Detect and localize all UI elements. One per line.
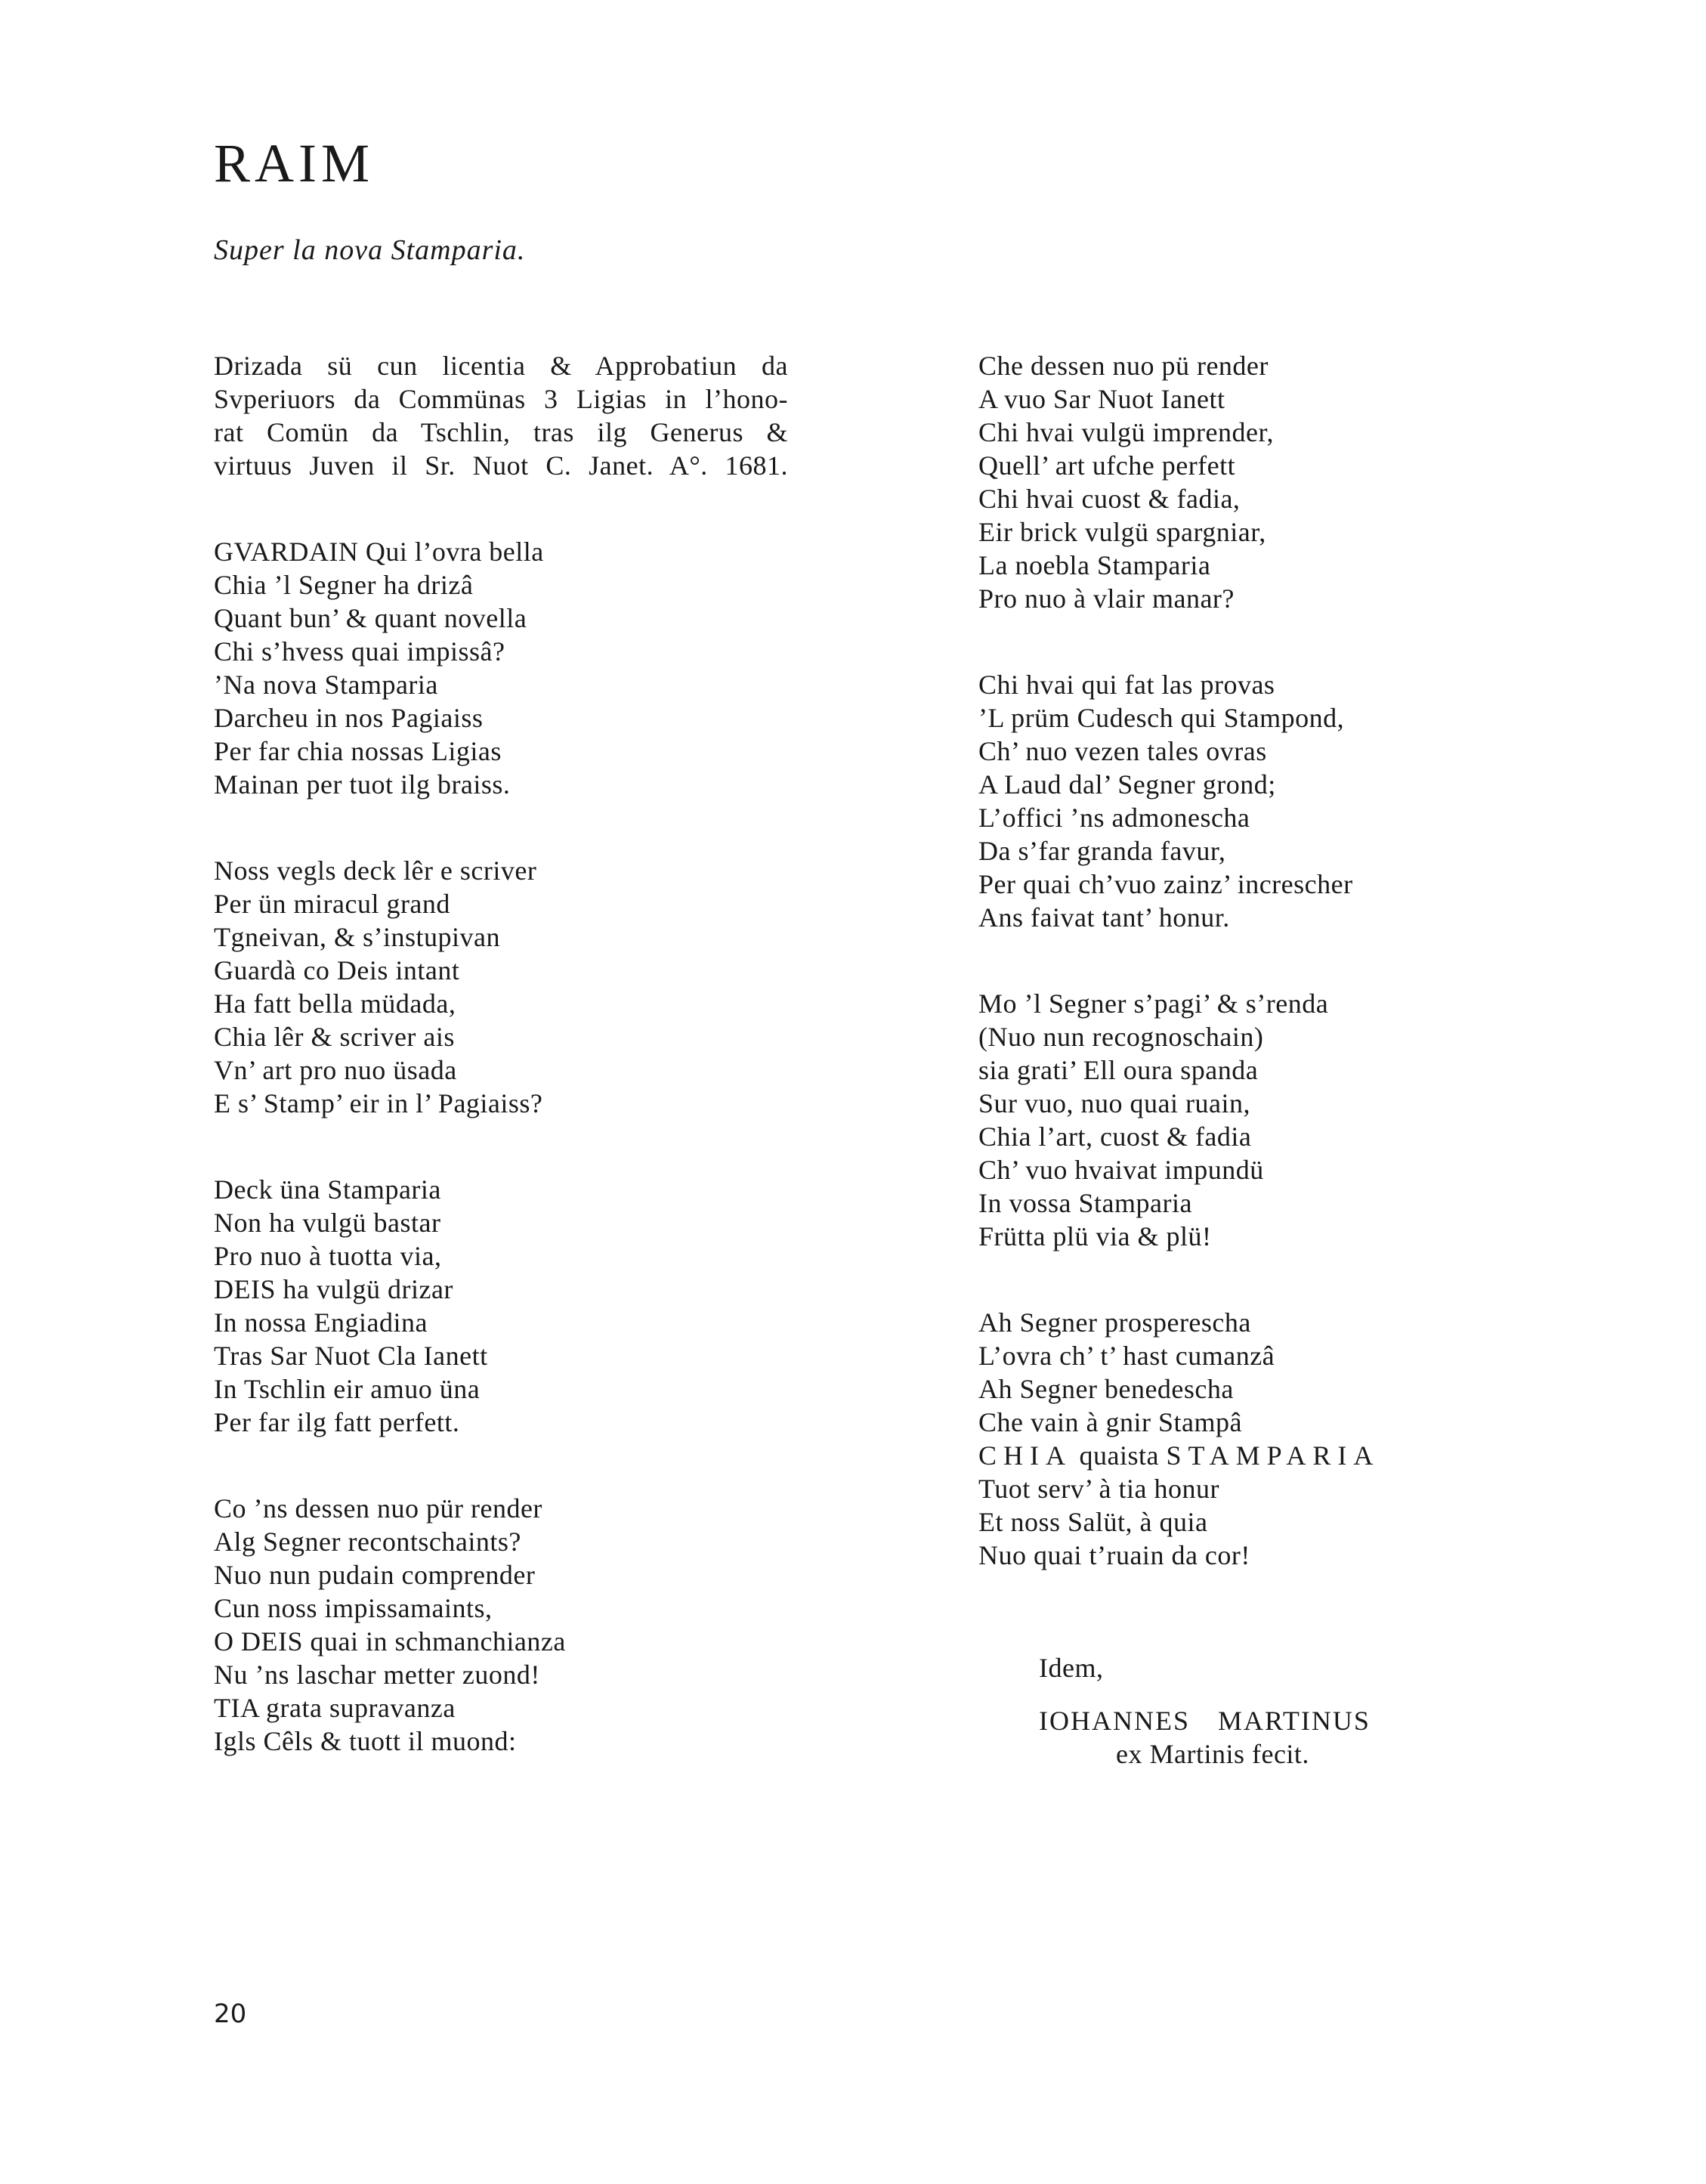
verse-line: ’L prüm Cudesch qui Stampond, [978, 703, 1345, 733]
verse-line: GVARDAIN Qui l’ovra bella [214, 537, 544, 567]
verse-line: In Tschlin eir amuo üna [214, 1374, 481, 1404]
right-column [978, 349, 1568, 1572]
verse-line: Da s’far granda favur, [978, 836, 1226, 866]
signature-block [1039, 1651, 1371, 1771]
verse-line: Quell’ art ufche perfett [978, 450, 1236, 481]
verse-line: Ah Segner benedescha [978, 1374, 1234, 1404]
intro-paragraph [214, 349, 788, 482]
verse-line: Quant bun’ & quant novella [214, 603, 527, 633]
verse-line: Nu ’ns laschar metter zuond! [214, 1660, 540, 1690]
stanza-right-4 [978, 1306, 1568, 1572]
verse-line: Eir brick vulgü spargniar, [978, 517, 1266, 547]
verse-line: Tuot serv’ à tia honur [978, 1474, 1219, 1504]
verse-line: CHIA quaista STAMPARIA [978, 1440, 1380, 1471]
verse-line: Per far chia nossas Ligias [214, 736, 502, 766]
verse-line: Sur vuo, nuo quai ruain, [978, 1088, 1250, 1118]
verse-line: Che dessen nuo pü render [978, 351, 1269, 381]
stanza-right-3 [978, 987, 1568, 1253]
stanza-right-2 [978, 668, 1568, 934]
intro-line: Svperiuors da Commünas 3 Ligias in l’hono- [214, 384, 788, 414]
verse-line: L’offici ’ns admonescha [978, 803, 1250, 833]
verse-line: Igls Cêls & tuott il muond: [214, 1726, 517, 1756]
verse-line: Et noss Salüt, à quia [978, 1507, 1208, 1537]
verse-line: La noebla Stamparia [978, 550, 1211, 580]
verse-line: E s’ Stamp’ eir in l’ Pagiaiss? [214, 1088, 543, 1118]
verse-line: Mo ’l Segner s’pagi’ & s’renda [978, 988, 1329, 1019]
verse-line: sia grati’ Ell oura spanda [978, 1055, 1259, 1085]
verse-line: Che vain à gnir Stampâ [978, 1407, 1242, 1437]
verse-line: Ah Segner prosperescha [978, 1307, 1251, 1338]
intro-line: Drizada sü cun licentia & Approbatiun da [214, 351, 788, 381]
verse-line: O DEIS quai in schmanchianza [214, 1626, 566, 1657]
verse-line: Nuo nun pudain comprender [214, 1560, 536, 1590]
verse-line: Ch’ nuo vezen tales ovras [978, 736, 1267, 766]
stanza-right-1 [978, 349, 1568, 615]
page-title: RAIM [214, 133, 375, 193]
stanza-left-2 [214, 854, 788, 1120]
verse-line: Guardà co Deis intant [214, 955, 460, 985]
verse-line: In vossa Stamparia [978, 1188, 1192, 1218]
verse-line: Alg Segner recontschaints? [214, 1527, 521, 1557]
verse-line: (Nuo nun recognoschain) [978, 1022, 1264, 1052]
verse-line: Deck üna Stamparia [214, 1174, 441, 1205]
verse-line: Chi hvai vulgü imprender, [978, 417, 1274, 447]
verse-line: In nossa Engiadina [214, 1307, 428, 1338]
verse-line: A vuo Sar Nuot Ianett [978, 384, 1225, 414]
verse-line: Cun noss impissamaints, [214, 1593, 493, 1623]
stanza-left-1 [214, 535, 788, 801]
verse-line: Vn’ art pro nuo üsada [214, 1055, 457, 1085]
stanza-left-3 [214, 1173, 788, 1439]
verse-line: L’ovra ch’ t’ hast cumanzâ [978, 1341, 1275, 1371]
verse-line: Chia ’l Segner ha drizâ [214, 570, 474, 600]
verse-line: Per far ilg fatt perfett. [214, 1407, 460, 1437]
verse-line: DEIS ha vulgü drizar [214, 1274, 453, 1304]
signature-name: IOHANNES MARTINUS [1039, 1706, 1371, 1736]
left-column [214, 349, 788, 1758]
intro-line: virtuus Juven il Sr. Nuot C. Janet. A°. 1681. [214, 450, 788, 481]
verse-line: A Laud dal’ Segner grond; [978, 769, 1276, 800]
signature-idem: Idem, [1039, 1653, 1104, 1683]
verse-line: Chi hvai qui fat las provas [978, 670, 1275, 700]
intro-line: rat Comün da Tschlin, tras ilg Generus & [214, 417, 788, 447]
verse-line: Pro nuo à tuotta via, [214, 1241, 442, 1271]
verse-line: Per quai ch’vuo zainz’ increscher [978, 869, 1353, 899]
verse-line: TIA grata supravanza [214, 1693, 456, 1723]
verse-line: Chia l’art, cuost & fadia [978, 1121, 1252, 1152]
verse-line: Chi s’hvess quai impissâ? [214, 636, 505, 667]
verse-line: Chi hvai cuost & fadia, [978, 484, 1241, 514]
verse-line: Noss vegls deck lêr e scriver [214, 855, 537, 886]
stanza-left-4 [214, 1492, 788, 1758]
verse-line: Tras Sar Nuot Cla Ianett [214, 1341, 488, 1371]
verse-line: Non ha vulgü bastar [214, 1208, 441, 1238]
verse-line: Tgneivan, & s’instupivan [214, 922, 500, 952]
verse-line: Per ün miracul grand [214, 889, 450, 919]
page-number: 20 [214, 1999, 247, 2029]
subtitle: Super la nova Stamparia. [214, 234, 526, 266]
verse-line: Chia lêr & scriver ais [214, 1022, 455, 1052]
verse-line: ’Na nova Stamparia [214, 670, 438, 700]
signature-fecit: ex Martinis fecit. [1116, 1739, 1309, 1769]
verse-line: Nuo quai t’ruain da cor! [978, 1540, 1250, 1570]
verse-line: Ch’ vuo hvaivat impundü [978, 1155, 1264, 1185]
verse-line: Mainan per tuot ilg braiss. [214, 769, 511, 800]
verse-line: Früttа plü via & plü! [978, 1221, 1212, 1251]
verse-line: Ha fatt bella müdada, [214, 988, 456, 1019]
verse-line: Darcheu in nos Pagiaiss [214, 703, 484, 733]
verse-line: Pro nuo à vlair manar? [978, 583, 1235, 614]
verse-line: Ans faivat tant’ honur. [978, 902, 1230, 933]
verse-line: Co ’ns dessen nuo pür render [214, 1493, 542, 1524]
